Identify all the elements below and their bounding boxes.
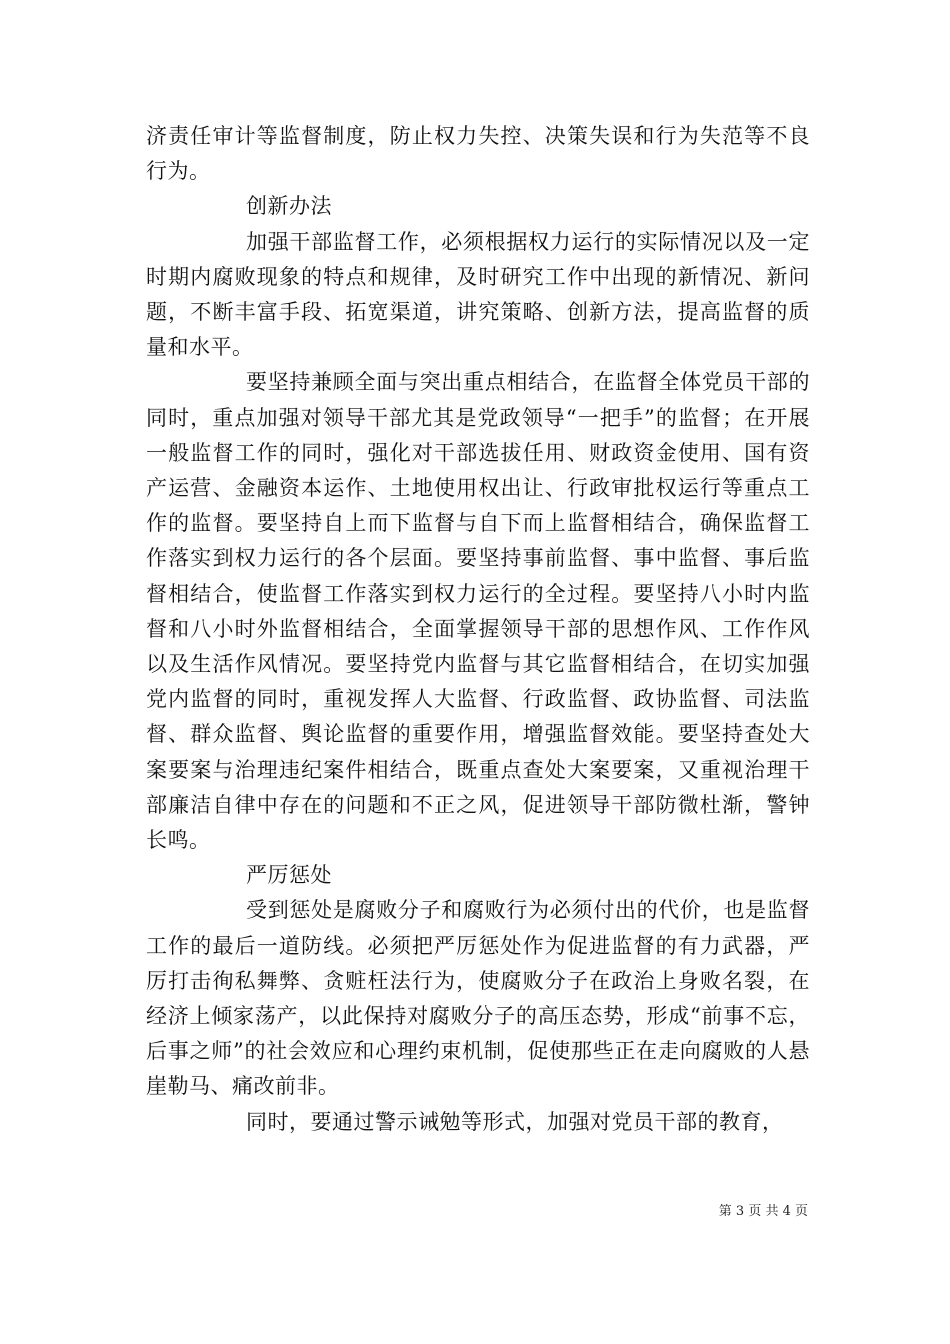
section-heading-punishment: 严厉惩处	[246, 863, 332, 888]
page-number: 第 3 页 共 4 页	[718, 1204, 808, 1219]
paragraph: 加强干部监督工作，必须根据权力运行的实际情况以及一定时期内腐败现象的特点和规律，及时研究工作中出现的新情况、新问题，不断丰富手段、拓宽渠道，讲究策略、创新方法，提高监督的质量和水平。	[146, 229, 810, 360]
paragraph: 要坚持兼顾全面与突出重点相结合，在监督全体党员干部的同时，重点加强对领导干部尤其是党政领导“一把手”的监督；在开展一般监督工作的同时，强化对干部选拔任用、财政资金使用、国有资产运营、金融资本运作、土地使用权出让、行政审批权运行等重点工作的监督。要坚持自上而下监督与自下而上监督相结合，确保监督工作落实到权力运行的各个层面。要坚持事前监督、事中监督、事后监督相结合，使监督工作落实到权力运行的全过程。要坚持八小时内监督和八小时外监督相结合，全面掌握领导干部的思想作风、工作作风以及生活作风情况。要坚持党内监督与其它监督相结合，在切实加强党内监督的同时，重视发挥人大监督、行政监督、政协监督、司法监督、群众监督、舆论监督的重要作用，增强监督效能。要坚持查处大案要案与治理违纪案件相结合，既重点查处大案要案，又重视治理干部廉洁自律中存在的问题和不正之风，促进领导干部防微杜渐，警钟长鸣。	[146, 370, 810, 853]
paragraph-continuation: 济责任审计等监督制度，防止权力失控、决策失误和行为失范等不良行为。	[146, 124, 810, 184]
section-heading-innovation: 创新办法	[246, 194, 332, 219]
paragraph: 受到惩处是腐败分子和腐败行为必须付出的代价，也是监督工作的最后一道防线。必须把严厉惩处作为促进监督的有力武器，严厉打击徇私舞弊、贪赃枉法行为，使腐败分子在政治上身败名裂，在经济上倾家荡产，以此保持对腐败分子的高压态势，形成“前事不忘，后事之师”的社会效应和心理约束机制，促使那些正在走向腐败的人悬崖勒马、痛改前非。	[146, 898, 810, 1099]
document-body	[146, 119, 810, 1140]
paragraph: 同时，要通过警示诫勉等形式，加强对党员干部的教育，	[246, 1109, 784, 1134]
